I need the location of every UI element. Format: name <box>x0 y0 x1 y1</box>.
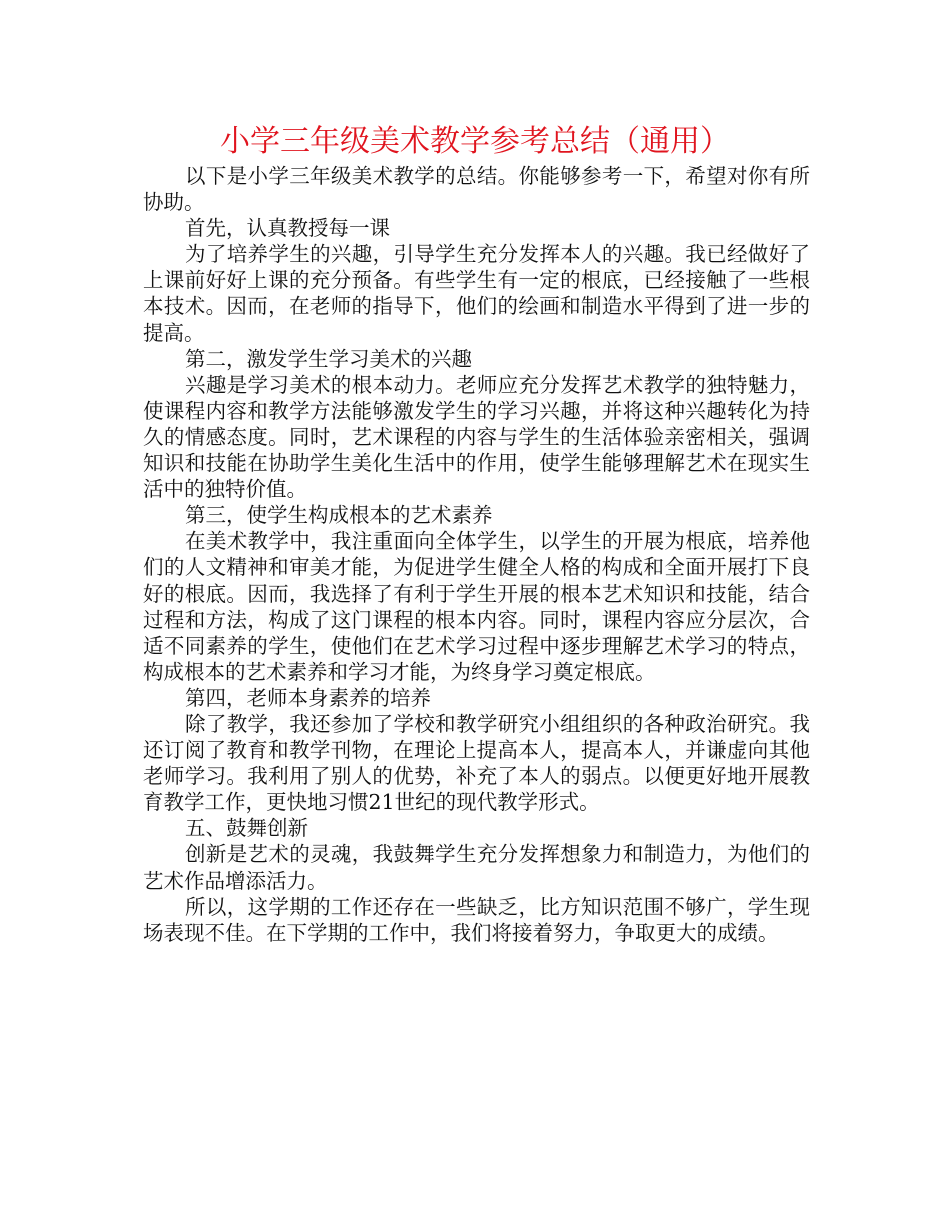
paragraph-intro: 以下是小学三年级美术教学的总结。你能够参考一下，希望对你有所协助。 <box>143 164 810 215</box>
document-title: 小学三年级美术教学参考总结（通用） <box>220 124 730 159</box>
paragraph-3: 在美术教学中，我注重面向全体学生，以学生的开展为根底，培养他们的人文精神和审美才能，为促进学生健全人格的构成和全面开展打下良好的根底。因而，我选择了有利于学生开展的根本艺术知识和技能，结合过程和方法，构成了这门课程的根本内容。同时，课程内容应分层次，合适不同素养的学生，使他们在艺术学习过程中逐步理解艺术学习的特点，构成根本的艺术素养和学习才能，为终身学习奠定根底。 <box>143 529 810 684</box>
section-heading-2: 第二，激发学生学习美术的兴趣 <box>185 346 473 371</box>
section-heading-5: 五、鼓舞创新 <box>185 816 309 841</box>
paragraph-conclusion: 所以，这学期的工作还存在一些缺乏，比方知识范围不够广，学生现场表现不佳。在下学期的工作中，我们将接着努力，争取更大的成绩。 <box>143 894 810 945</box>
document-body <box>143 163 810 946</box>
paragraph-5: 创新是艺术的灵魂，我鼓舞学生充分发挥想象力和制造力，为他们的艺术作品增添活力。 <box>143 842 810 893</box>
paragraph-1: 为了培养学生的兴趣，引导学生充分发挥本人的兴趣。我已经做好了上课前好好上课的充分预备。有些学生有一定的根底，已经接触了一些根本技术。因而，在老师的指导下，他们的绘画和制造水平得到了进一步的提高。 <box>143 242 810 345</box>
section-heading-3: 第三，使学生构成根本的艺术素养 <box>185 503 493 528</box>
section-heading-1: 首先，认真教授每一课 <box>185 216 391 241</box>
paragraph-4: 除了教学，我还参加了学校和教学研究小组组织的各种政治研究。我还订阅了教育和教学刊物，在理论上提高本人，提高本人，并谦虚向其他老师学习。我利用了别人的优势，补充了本人的弱点。以便更好地开展教育教学工作，更快地习惯21世纪的现代教学形式。 <box>143 711 810 815</box>
section-heading-4: 第四，老师本身素养的培养 <box>185 685 432 710</box>
paragraph-2: 兴趣是学习美术的根本动力。老师应充分发挥艺术教学的独特魅力，使课程内容和教学方法能够激发学生的学习兴趣，并将这种兴趣转化为持久的情感态度。同时，艺术课程的内容与学生的生活体验亲密相关，强调知识和技能在协助学生美化生活中的作用，使学生能够理解艺术在现实生活中的独特价值。 <box>143 372 810 502</box>
